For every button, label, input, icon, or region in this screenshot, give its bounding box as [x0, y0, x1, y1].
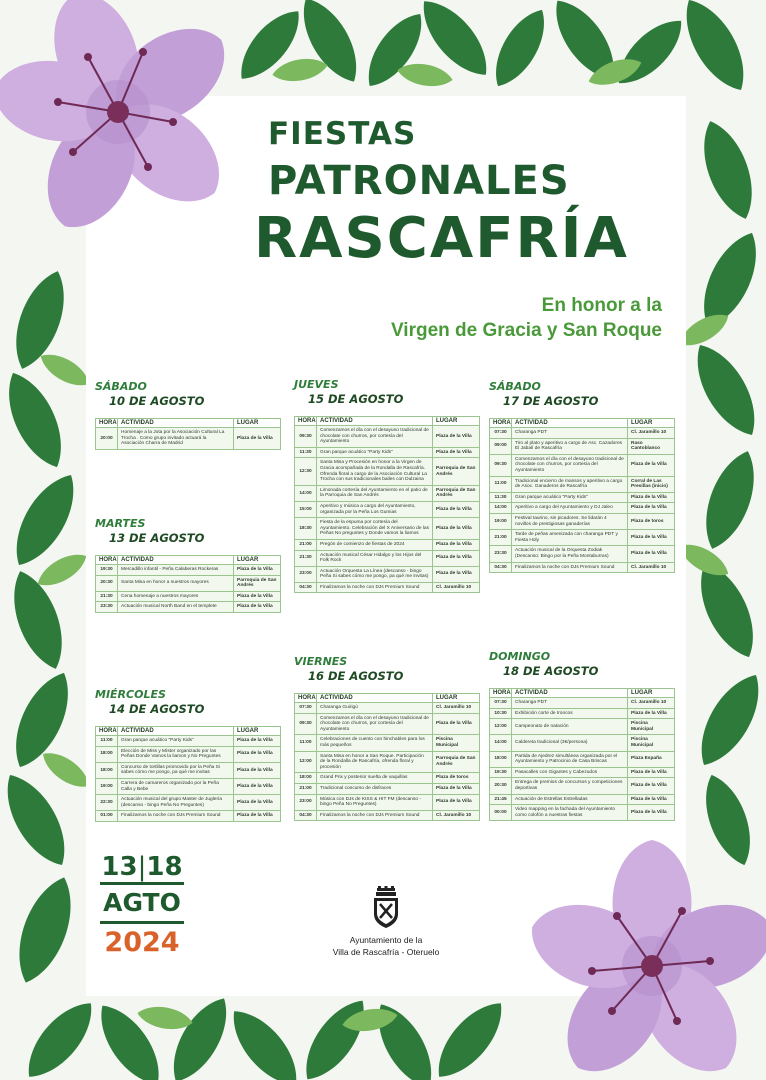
cell-lugar: Plaza de la Villa	[433, 713, 480, 735]
schedule-table	[95, 555, 281, 613]
table-row	[490, 428, 675, 439]
cell-lugar: Plaza de la Villa	[433, 539, 480, 550]
cell-actividad: Actuación musical César Hidalgo y los Hijos del Folk Rock	[317, 550, 433, 566]
cell-hora: 09:00	[490, 438, 512, 454]
table-row	[96, 762, 281, 778]
table-row	[295, 810, 480, 821]
table-row	[96, 811, 281, 822]
cell-actividad: Charanga Guirigú	[317, 703, 433, 714]
cell-lugar: Plaza de la Villa	[433, 794, 480, 810]
cell-hora: 18:30	[295, 518, 317, 540]
table-row	[96, 778, 281, 794]
column-header-hora: HORA	[295, 417, 317, 426]
cell-lugar: Plaza de la Villa	[628, 767, 675, 778]
date-year: 2024	[104, 927, 180, 958]
cell-hora: 18:00	[295, 773, 317, 784]
cell-actividad: Música con DJs de KISS & HIT FM (descanso - bingo Peña No Preguntes)	[317, 794, 433, 810]
day-date: 17 DE AGOSTO	[503, 394, 599, 408]
cell-actividad: Santa Misa en honor a nuestros mayores	[118, 575, 234, 591]
cell-hora: 00:00	[490, 805, 512, 821]
table-row	[295, 458, 480, 485]
cell-actividad: Finalizamos la noche con DJs Premium Sound	[512, 562, 628, 573]
cell-hora: 15:00	[295, 501, 317, 517]
table-row	[295, 783, 480, 794]
title-line-fiestas: FIESTAS	[268, 116, 417, 152]
schedule-header-row	[96, 419, 281, 428]
table-row	[96, 602, 281, 613]
column-header-hora: HORA	[96, 556, 118, 565]
table-row	[295, 447, 480, 458]
cell-hora: 09:30	[295, 713, 317, 735]
table-row	[490, 513, 675, 529]
column-header-actividad: ACTIVIDAD	[317, 694, 433, 703]
cell-hora: 12:30	[295, 458, 317, 485]
column-header-actividad: ACTIVIDAD	[118, 556, 234, 565]
schedule-table	[294, 416, 480, 593]
table-row	[295, 735, 480, 751]
table-row	[295, 566, 480, 582]
date-range-end: 18	[146, 852, 183, 882]
cell-lugar: Plaza de la Villa	[628, 794, 675, 805]
cell-lugar: Corral de Las Presillas (inicio)	[628, 476, 675, 492]
cell-hora: 21:30	[295, 550, 317, 566]
column-header-actividad: ACTIVIDAD	[317, 417, 433, 426]
cell-hora: 23:00	[295, 566, 317, 582]
cell-actividad: Concurso de tortillas promovido por la Peña Si sabes cómo me pongo, pa qué me invitas	[118, 762, 234, 778]
cell-lugar: Parroquia de San Andrés	[433, 485, 480, 501]
cell-hora: 12:00	[295, 751, 317, 773]
table-row	[96, 428, 281, 450]
column-header-lugar: LUGAR	[628, 419, 675, 428]
schedule-table	[95, 726, 281, 822]
column-header-hora: HORA	[490, 419, 512, 428]
honor-line-1: En honor a la	[541, 295, 662, 316]
cell-actividad: Actuación musical North Band en el templete	[118, 602, 234, 613]
cell-actividad: Festival taurino, sin picadores. Se lidarán 4 novillos de prestigiosas ganaderías	[512, 513, 628, 529]
day-date: 13 DE AGOSTO	[109, 531, 205, 545]
cell-lugar: Parroquia de San Andrés	[234, 575, 281, 591]
day-date: 10 DE AGOSTO	[109, 394, 205, 408]
cell-lugar: Plaza de la Villa	[234, 795, 281, 811]
cell-actividad: Partida de Ajedrez simultánea organizada por el Ayuntamiento y Patrocinio de Casa Briscas	[512, 751, 628, 767]
schedule-table	[294, 693, 480, 821]
table-row	[490, 492, 675, 503]
cell-actividad: Finalizamos la noche con DJs Premium Sound	[317, 810, 433, 821]
cell-lugar: Plaza de la Villa	[628, 805, 675, 821]
table-row	[490, 562, 675, 573]
cell-actividad: Tradicional concurso de disfraces	[317, 783, 433, 794]
cell-actividad: Tiro al plato y aperitivo a cargo de Asc. Cazadores El Jabalí de Rascafría	[512, 438, 628, 454]
cell-lugar: Cl. Jaramillo 10	[433, 582, 480, 593]
table-row	[490, 546, 675, 562]
table-row	[490, 503, 675, 514]
cell-hora: 20:00	[96, 428, 118, 450]
table-row	[295, 751, 480, 773]
cell-actividad: Gran parque acuático "Party Kids"	[317, 447, 433, 458]
cell-lugar: Piscina Municipal	[628, 735, 675, 751]
cell-actividad: Comenzamos el día con el desayuno tradicional de chocolate con churros, por cortesía del Ayuntamiento	[317, 426, 433, 448]
ayuntamiento-block	[316, 886, 456, 957]
cell-lugar: Plaza de la Villa	[628, 778, 675, 794]
cell-actividad: Pasacalles con Gigantes y Cabezudos	[512, 767, 628, 778]
day-name: MARTES	[95, 517, 146, 530]
table-row	[490, 438, 675, 454]
title-line-patronales: PATRONALES	[268, 158, 570, 204]
day-name: SÁBADO	[489, 380, 541, 393]
day-name: VIERNES	[294, 655, 348, 668]
table-row	[295, 539, 480, 550]
cell-hora: 18:00	[490, 751, 512, 767]
table-row	[490, 476, 675, 492]
column-header-actividad: ACTIVIDAD	[118, 419, 234, 428]
cell-actividad: Celebraciones de cuento con hinchables para los más pequeños	[317, 735, 433, 751]
column-header-actividad: ACTIVIDAD	[118, 727, 234, 736]
cell-hora: 07:30	[295, 703, 317, 714]
schedule-table	[489, 418, 675, 573]
cell-hora: 14:00	[490, 735, 512, 751]
table-row	[96, 591, 281, 602]
cell-actividad: Tarde de peñas amenizada con charanga PDT y Fiesta Holy	[512, 530, 628, 546]
schedule-header-row	[96, 556, 281, 565]
date-range-start: 13	[101, 852, 138, 882]
cell-hora: 14:00	[490, 503, 512, 514]
table-row	[490, 794, 675, 805]
cell-actividad: Entrega de premios de concursos y competiciones deportivas	[512, 778, 628, 794]
cell-lugar: Plaza España	[628, 751, 675, 767]
cell-lugar: Plaza de la Villa	[628, 492, 675, 503]
table-row	[295, 501, 480, 517]
schedule-header-row	[295, 694, 480, 703]
cell-hora: 21:00	[490, 530, 512, 546]
column-header-lugar: LUGAR	[433, 694, 480, 703]
column-header-hora: HORA	[96, 727, 118, 736]
cell-actividad: Actuación de Estrellas Estrelladas	[512, 794, 628, 805]
cell-hora: 21:30	[96, 591, 118, 602]
day-name: MIÉRCOLES	[95, 688, 166, 701]
cell-hora: 04:30	[490, 562, 512, 573]
cell-hora: 23:30	[96, 602, 118, 613]
table-row	[490, 454, 675, 476]
cell-actividad: Video mapping en la fachada del Ayuntamiento como colofón a nuestras fiestas	[512, 805, 628, 821]
cell-lugar: Cl. Jaramillo 10	[433, 810, 480, 821]
day-block-miercoles-14	[95, 688, 281, 822]
festival-dates	[100, 852, 184, 962]
cell-actividad: Actuación musical de la Orquesta Zodiak (Descanso: Bingo por la Peña Montaburras)	[512, 546, 628, 562]
cell-hora: 23:30	[490, 546, 512, 562]
cell-lugar: Plaza de la Villa	[433, 447, 480, 458]
table-row	[490, 767, 675, 778]
day-block-sabado-10	[95, 380, 281, 450]
column-header-hora: HORA	[295, 694, 317, 703]
cell-actividad: Grand Prix y posterior suelta de vaquillas	[317, 773, 433, 784]
cell-lugar: Plaza de la Villa	[628, 503, 675, 514]
table-row	[295, 794, 480, 810]
day-name: SÁBADO	[95, 380, 147, 393]
day-name: DOMINGO	[489, 650, 551, 663]
cell-actividad: Aperitivo y música a cargo del Ayuntamiento, organizada por la Peña Los Gumias	[317, 501, 433, 517]
cell-lugar: Plaza de la Villa	[433, 566, 480, 582]
cell-hora: 11:30	[490, 492, 512, 503]
cell-hora: 14:00	[295, 485, 317, 501]
cell-hora: 20:30	[490, 778, 512, 794]
cell-actividad: Santa Misa y Procesión en honor a la Virgen de Gracia acompañada de la Rondalla de Rascafría. Ofrenda floral a cargo de la Asociación Cultural La Trocha con sus tradicionales bailes con Dulzaina	[317, 458, 433, 485]
cell-hora: 19:30	[96, 565, 118, 576]
cell-hora: 11:30	[295, 447, 317, 458]
cell-actividad: Comenzamos el día con el desayuno tradicional de chocolate con churros, por cortesía del Ayuntamiento	[317, 713, 433, 735]
cell-lugar: Plaza de la Villa	[628, 546, 675, 562]
table-row	[295, 713, 480, 735]
cell-actividad: Charanga PDT	[512, 428, 628, 439]
cell-lugar: Piscina Municipal	[433, 735, 480, 751]
schedule-table	[95, 418, 281, 450]
cell-actividad: Finalizamos la noche con DJs Premium Sound	[317, 582, 433, 593]
cell-hora: 11:00	[490, 476, 512, 492]
schedule-header-row	[295, 417, 480, 426]
cell-lugar: Plaza de la Villa	[234, 746, 281, 762]
table-row	[295, 485, 480, 501]
ayuntamiento-line-1: Ayuntamiento de la	[349, 935, 423, 945]
cell-hora: 21:45	[490, 794, 512, 805]
cell-lugar: Plaza de la Villa	[433, 426, 480, 448]
title-line-rascafria: RASCAFRÍA	[254, 206, 629, 271]
cell-lugar: Raso Cantoblanco	[628, 438, 675, 454]
date-range	[100, 852, 184, 882]
cell-lugar: Plaza de la Villa	[234, 762, 281, 778]
cell-hora: 09:30	[490, 454, 512, 476]
cell-actividad: Homenaje a la Jota por la Asociación Cultural La Trocha . Como grupo invitado actuará la Asociación Charra de Madrid	[118, 428, 234, 450]
cell-lugar: Cl. Jaramillo 10	[628, 428, 675, 439]
table-row	[490, 698, 675, 709]
cell-lugar: Plaza de toros	[433, 773, 480, 784]
day-name: JUEVES	[294, 378, 339, 391]
cell-actividad: Comenzamos el día con el desayuno tradicional de chocolate con churros, por cortesía del Ayuntamiento	[512, 454, 628, 476]
cell-hora: 18:00	[96, 762, 118, 778]
day-date: 18 DE AGOSTO	[503, 664, 599, 678]
table-row	[490, 530, 675, 546]
schedule-header-row	[490, 419, 675, 428]
cell-lugar: Plaza de la Villa	[433, 501, 480, 517]
cell-hora: 21:00	[295, 783, 317, 794]
table-row	[96, 736, 281, 747]
table-row	[96, 795, 281, 811]
cell-actividad: Aperitivo a cargo del Ayuntamiento y DJ Jaleo	[512, 503, 628, 514]
table-row	[490, 735, 675, 751]
column-header-lugar: LUGAR	[433, 417, 480, 426]
day-block-domingo-18	[489, 650, 675, 821]
table-row	[96, 565, 281, 576]
cell-hora: 04:30	[295, 582, 317, 593]
cell-actividad: Mercadillo infantil - Peña Calaberas Rockeras	[118, 565, 234, 576]
cell-actividad: Pregón de comienzo de fiestas de 2024	[317, 539, 433, 550]
schedule-header-row	[490, 689, 675, 698]
column-header-lugar: LUGAR	[234, 419, 281, 428]
cell-actividad: Caldereta tradicional (3€/persona)	[512, 735, 628, 751]
day-block-viernes-16	[294, 655, 480, 821]
coat-of-arms-icon	[371, 886, 401, 928]
cell-lugar: Plaza de la Villa	[628, 530, 675, 546]
table-row	[295, 582, 480, 593]
column-header-lugar: LUGAR	[628, 689, 675, 698]
cell-lugar: Cl. Jaramillo 10	[628, 562, 675, 573]
cell-hora: 20:30	[96, 575, 118, 591]
table-row	[490, 751, 675, 767]
cell-actividad: Campeonato de natación	[512, 719, 628, 735]
cell-lugar: Plaza de la Villa	[234, 778, 281, 794]
cell-lugar: Plaza de la Villa	[433, 550, 480, 566]
cell-lugar: Plaza de la Villa	[628, 708, 675, 719]
day-date: 15 DE AGOSTO	[308, 392, 404, 406]
cell-lugar: Plaza de la Villa	[234, 591, 281, 602]
cell-hora: 12:00	[490, 719, 512, 735]
cell-actividad: Charanga PDT	[512, 698, 628, 709]
cell-hora: 21:00	[295, 539, 317, 550]
column-header-hora: HORA	[490, 689, 512, 698]
cell-lugar: Parroquia de San Andrés	[433, 751, 480, 773]
date-month: AGTO	[100, 882, 184, 924]
column-header-actividad: ACTIVIDAD	[512, 419, 628, 428]
cell-lugar: Plaza de la Villa	[234, 428, 281, 450]
cell-hora: 10:30	[490, 708, 512, 719]
cell-actividad: Elección de Miss y Míster organizado por las Peñas Donde Vamos la liamos y No Preguntes	[118, 746, 234, 762]
honor-line-2: Virgen de Gracia y San Roque	[390, 320, 662, 341]
cell-lugar: Plaza de la Villa	[628, 454, 675, 476]
cell-hora: 18:00	[96, 746, 118, 762]
day-block-martes-13	[95, 517, 281, 613]
day-date: 14 DE AGOSTO	[109, 702, 205, 716]
table-row	[96, 575, 281, 591]
table-row	[295, 518, 480, 540]
table-row	[490, 805, 675, 821]
date-range-separator: |	[137, 852, 147, 882]
cell-actividad: Carrera de camareros organizado por la Peña Calla y Bebe	[118, 778, 234, 794]
column-header-lugar: LUGAR	[234, 556, 281, 565]
cell-actividad: Actuación musical del grupo Master de Juglería (descanso - bingo Peña No Preguntes)	[118, 795, 234, 811]
cell-hora: 09:30	[295, 426, 317, 448]
cell-actividad: Tradicional encierro de mansos y aperitivo a cargo de Asoc. Ganaderos de Rascafría	[512, 476, 628, 492]
cell-hora: 11:00	[96, 736, 118, 747]
cell-hora: 22:30	[96, 795, 118, 811]
cell-hora: 19:30	[490, 767, 512, 778]
schedule-header-row	[96, 727, 281, 736]
table-row	[295, 550, 480, 566]
cell-actividad: Limonada cortesía del Ayuntamiento en el patio de la Parroquia de San Andrés	[317, 485, 433, 501]
column-header-actividad: ACTIVIDAD	[512, 689, 628, 698]
cell-hora: 07:30	[490, 428, 512, 439]
cell-lugar: Cl. Jaramillo 10	[628, 698, 675, 709]
cell-lugar: Piscina Municipal	[628, 719, 675, 735]
cell-actividad: Fiesta de la espuma por cortesía del Ayuntamiento. Celebración del X Aniversario de las Peñas No preguntes y Donde vamos la liamos	[317, 518, 433, 540]
cell-actividad: Gran parque acuático "Party Kids"	[512, 492, 628, 503]
column-header-hora: HORA	[96, 419, 118, 428]
cell-hora: 19:00	[490, 513, 512, 529]
day-date: 16 DE AGOSTO	[308, 669, 404, 683]
cell-lugar: Parroquia de San Andrés	[433, 458, 480, 485]
cell-lugar: Plaza de la Villa	[234, 811, 281, 822]
table-row	[490, 778, 675, 794]
cell-lugar: Plaza de la Villa	[234, 565, 281, 576]
cell-lugar: Plaza de la Villa	[433, 783, 480, 794]
cell-lugar: Plaza de la Villa	[234, 736, 281, 747]
cell-actividad: Actuación Orquesta La Línea (descanso - bingo Peña Si sabes cómo me pongo, pa qué me invitas)	[317, 566, 433, 582]
cell-actividad: Exhibición corte de troncos	[512, 708, 628, 719]
column-header-lugar: LUGAR	[234, 727, 281, 736]
table-row	[295, 773, 480, 784]
cell-actividad: Finalizamos la noche con DJs Premium Sound	[118, 811, 234, 822]
cell-actividad: Gran parque acuático "Party Kids"	[118, 736, 234, 747]
cell-lugar: Cl. Jaramillo 10	[433, 703, 480, 714]
cell-hora: 07:30	[490, 698, 512, 709]
cell-lugar: Plaza de la Villa	[234, 602, 281, 613]
cell-lugar: Plaza de la Villa	[433, 518, 480, 540]
cell-actividad: Cena homenaje a nuestros mayores	[118, 591, 234, 602]
table-row	[490, 708, 675, 719]
day-block-sabado-17	[489, 380, 675, 573]
table-row	[96, 746, 281, 762]
cell-hora: 23:00	[295, 794, 317, 810]
schedule-table	[489, 688, 675, 821]
cell-hora: 04:30	[295, 810, 317, 821]
day-block-jueves-15	[294, 378, 480, 593]
cell-hora: 19:00	[96, 778, 118, 794]
table-row	[490, 719, 675, 735]
cell-hora: 11:00	[295, 735, 317, 751]
cell-lugar: Plaza de toros	[628, 513, 675, 529]
ayuntamiento-line-2: Villa de Rascafría - Oteruelo	[332, 947, 440, 957]
cell-actividad: Santa Misa en honor a San Roque. Participación de la Rondalla de Rascafría, ofrenda floral y procesión	[317, 751, 433, 773]
table-row	[295, 426, 480, 448]
cell-hora: 01:00	[96, 811, 118, 822]
table-row	[295, 703, 480, 714]
